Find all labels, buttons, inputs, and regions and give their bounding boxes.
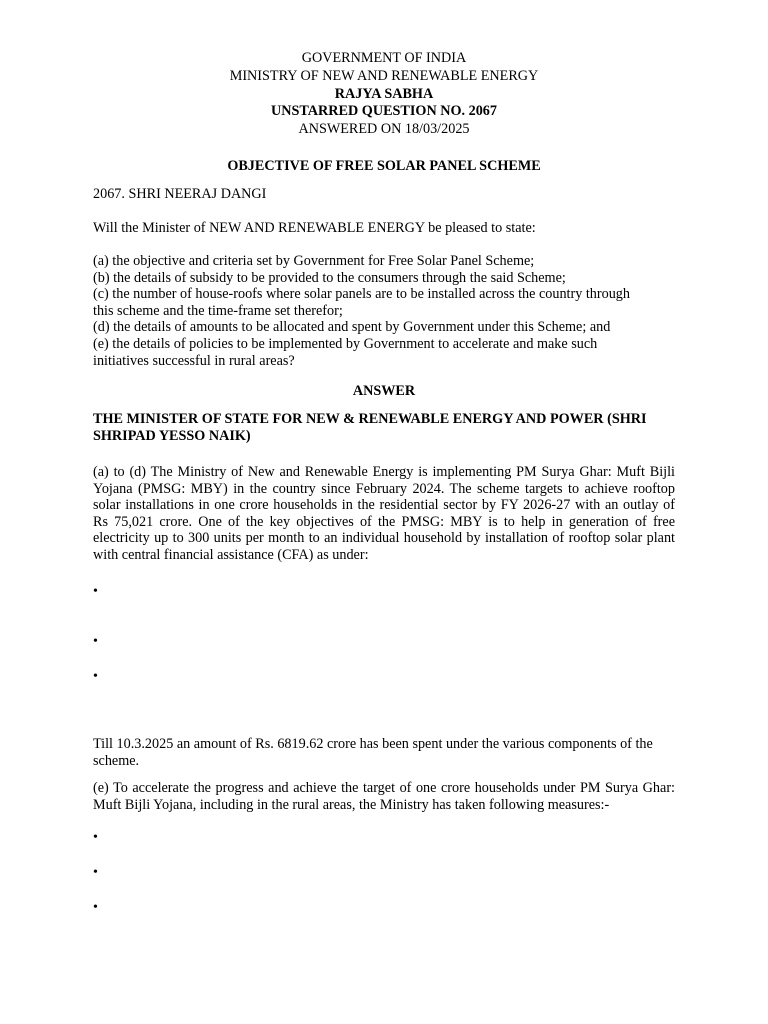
list-bullet: • <box>93 900 98 915</box>
question-list <box>93 253 653 369</box>
header-question-number: UNSTARRED QUESTION NO. 2067 <box>271 103 497 120</box>
list-bullet: • <box>93 830 98 845</box>
list-bullet: • <box>93 669 98 684</box>
document-header <box>0 50 768 139</box>
document-title: OBJECTIVE OF FREE SOLAR PANEL SCHEME <box>227 158 541 174</box>
amount-spent-paragraph: Till 10.3.2025 an amount of Rs. 6819.62 crore has been spent under the various components of the scheme. <box>93 736 653 769</box>
answer-paragraph-e: (e) To accelerate the progress and achieve the target of one crore households under PM Surya Ghar: Muft Bijli Yojana, including in the rural areas, the Ministry has taken following measures:- <box>93 780 675 813</box>
answer-paragraph-a-d: (a) to (d) The Ministry of New and Renewable Energy is implementing PM Surya Ghar: Muft Bijli Yojana (PMSG: MBY) in the country since February 2024. The scheme targets to achieve rooftop solar installations in one crore households in the residential sector by FY 2026-27 with an outlay of Rs 75,021 crore. One of the key objectives of the PMSG: MBY is to help in generation of free electricity up to 300 units per month to an individual household by installation of rooftop solar plant with central financial assistance (CFA) as under: <box>93 464 675 563</box>
header-answered-date: ANSWERED ON 18/03/2025 <box>298 121 470 138</box>
question-item-c: (c) the number of house-roofs where solar panels are to be installed across the country through this scheme and the time-frame set therefor; <box>93 286 630 319</box>
question-item-d: (d) the details of amounts to be allocated and spent by Government under this Scheme; and <box>93 319 611 336</box>
header-ministry: MINISTRY OF NEW AND RENEWABLE ENERGY <box>229 67 539 84</box>
question-intro: Will the Minister of NEW AND RENEWABLE ENERGY be pleased to state: <box>93 220 536 236</box>
list-bullet: • <box>93 584 98 599</box>
minister-name: THE MINISTER OF STATE FOR NEW & RENEWABLE ENERGY AND POWER (SHRI SHRIPAD YESSO NAIK) <box>93 411 647 444</box>
questioner: 2067. SHRI NEERAJ DANGI <box>93 186 267 202</box>
header-government: GOVERNMENT OF INDIA <box>301 50 467 66</box>
header-house: RAJYA SABHA <box>334 85 434 102</box>
answer-heading: ANSWER <box>352 383 416 399</box>
question-item-b: (b) the details of subsidy to be provided to the consumers through the said Scheme; <box>93 269 566 286</box>
question-item-a: (a) the objective and criteria set by Government for Free Solar Panel Scheme; <box>93 253 535 269</box>
list-bullet: • <box>93 634 98 649</box>
question-item-e: (e) the details of policies to be implemented by Government to accelerate and make such initiatives successful in rural areas? <box>93 335 598 369</box>
list-bullet: • <box>93 865 98 880</box>
